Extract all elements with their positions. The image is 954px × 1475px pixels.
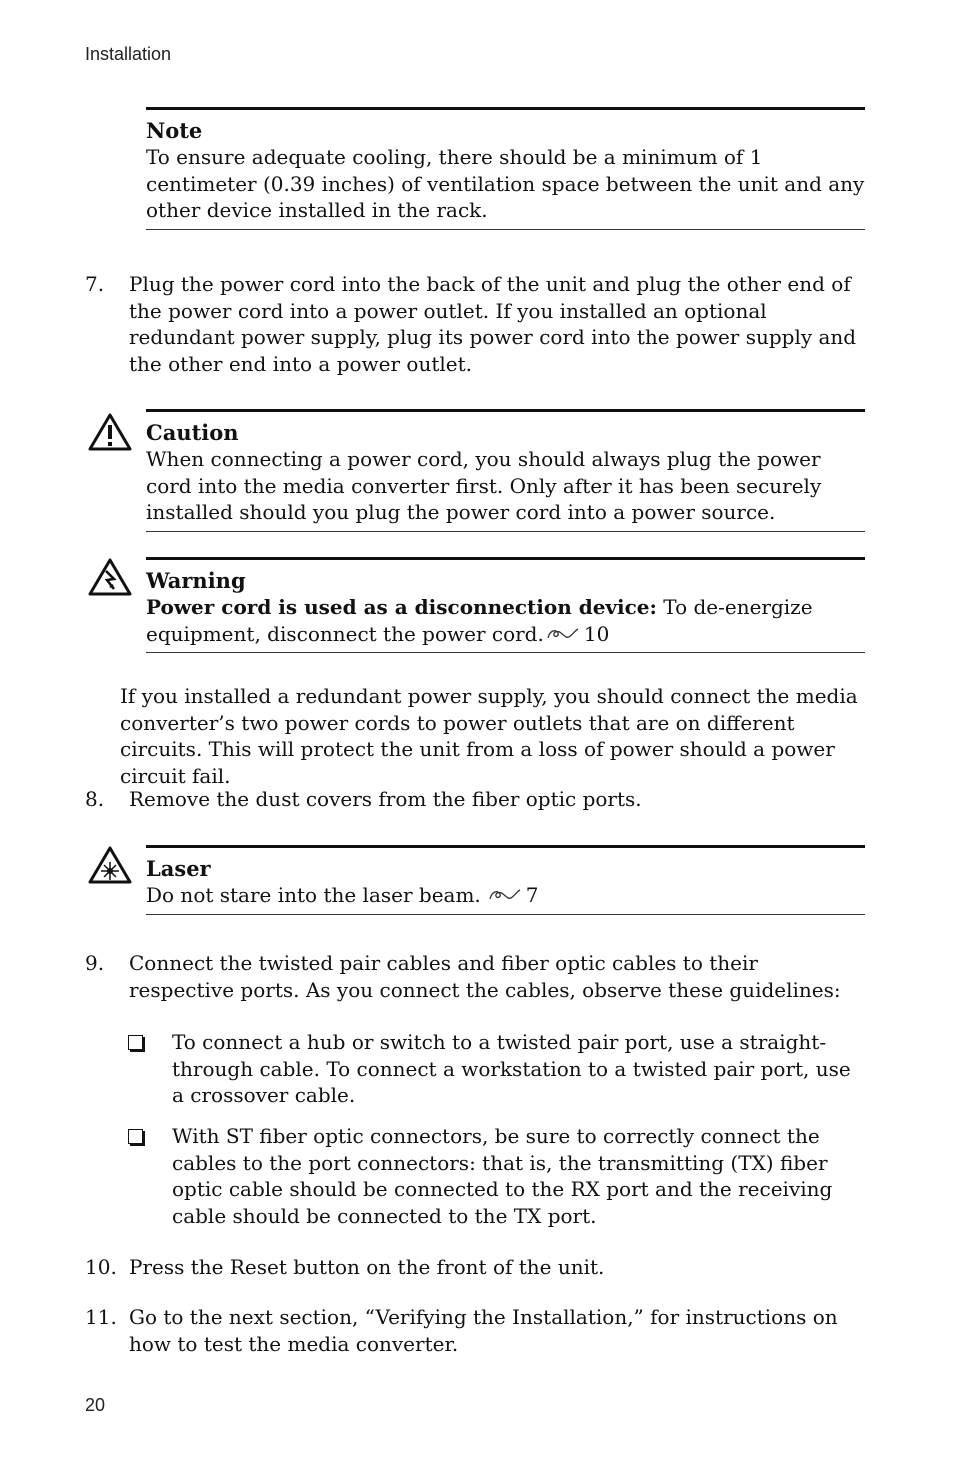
- step-text: Plug the power cord into the back of the unit and plug the other end of the power cord into a power outlet. If you installed an optional redundant power supply, plug its power cord into the power supply and the other end into a power outlet.: [129, 272, 857, 376]
- guideline-item: [128, 1029, 865, 1109]
- step-11: [85, 1304, 865, 1357]
- step-text: Go to the next section, “Verifying the Installation,” for instructions on how to test the media converter.: [129, 1305, 838, 1356]
- translation-reference-icon: [488, 888, 522, 902]
- laser-text-line: [146, 882, 865, 909]
- laser-warning-icon: [88, 845, 132, 885]
- running-header: Installation: [85, 44, 172, 64]
- laser-title: Laser: [146, 856, 211, 881]
- step-number: 9.: [85, 951, 105, 975]
- electrical-warning-icon: [88, 557, 132, 597]
- laser-text: Do not stare into the laser beam.: [146, 883, 481, 907]
- caution-box: [146, 409, 865, 532]
- translation-reference-icon: [546, 627, 580, 641]
- step-8: [85, 786, 865, 813]
- warning-body: To de-energize equipment, disconnect the power cord.: [146, 595, 813, 646]
- step-number: 10.: [85, 1255, 117, 1279]
- checkbox-bullet-icon: [128, 1035, 143, 1050]
- caution-triangle-icon: [88, 412, 132, 452]
- step-7: [85, 271, 865, 377]
- warning-box: [146, 557, 865, 653]
- caution-text: When connecting a power cord, you should always plug the power cord into the media converter first. Only after it has been securely installed should you plug the power cord into a power source.: [146, 447, 822, 525]
- warning-text: [146, 594, 865, 647]
- warning-ref-number: 10: [583, 621, 610, 646]
- step-number: 7.: [85, 272, 105, 296]
- step-text: Press the Reset button on the front of the unit.: [129, 1255, 605, 1279]
- guideline-item: [128, 1123, 865, 1229]
- step-10: [85, 1254, 865, 1281]
- laser-box: [146, 845, 865, 915]
- step-9: [85, 950, 865, 1003]
- guideline-text: To connect a hub or switch to a twisted pair port, use a straight-through cable. To connect a workstation to a twisted pair port, use a crossover cable.: [172, 1030, 851, 1108]
- step-text: Connect the twisted pair cables and fiber optic cables to their respective ports. As you connect the cables, observe these guidelines:: [129, 951, 841, 1002]
- step-text: Remove the dust covers from the fiber optic ports.: [129, 787, 642, 811]
- page-number: 20: [85, 1395, 106, 1415]
- note-title: Note: [146, 118, 203, 143]
- warning-title: Warning: [146, 568, 246, 593]
- note-box: [146, 107, 865, 230]
- warning-bold-lead: Power cord is used as a disconnection device:: [146, 595, 657, 619]
- note-text: To ensure adequate cooling, there should be a minimum of 1 centimeter (0.39 inches) of ventilation space between the unit and any other device installed in the rack.: [146, 145, 865, 223]
- redundant-supply-paragraph: If you installed a redundant power supply, you should connect the media converter’s two power cords to power outlets that are on different circuits. This will protect the unit from a loss of power should a power circuit fail.: [120, 684, 858, 788]
- step-number: 8.: [85, 787, 105, 811]
- step-number: 11.: [85, 1305, 117, 1329]
- laser-ref-number: 7: [525, 883, 539, 907]
- guideline-text: With ST fiber optic connectors, be sure to correctly connect the cables to the port connectors: that is, the transmitting (TX) fiber optic cable should be connected to the RX port and the receiving cable should be connected to the TX port.: [172, 1124, 833, 1228]
- caution-title: Caution: [146, 420, 239, 445]
- checkbox-bullet-icon: [128, 1129, 143, 1144]
